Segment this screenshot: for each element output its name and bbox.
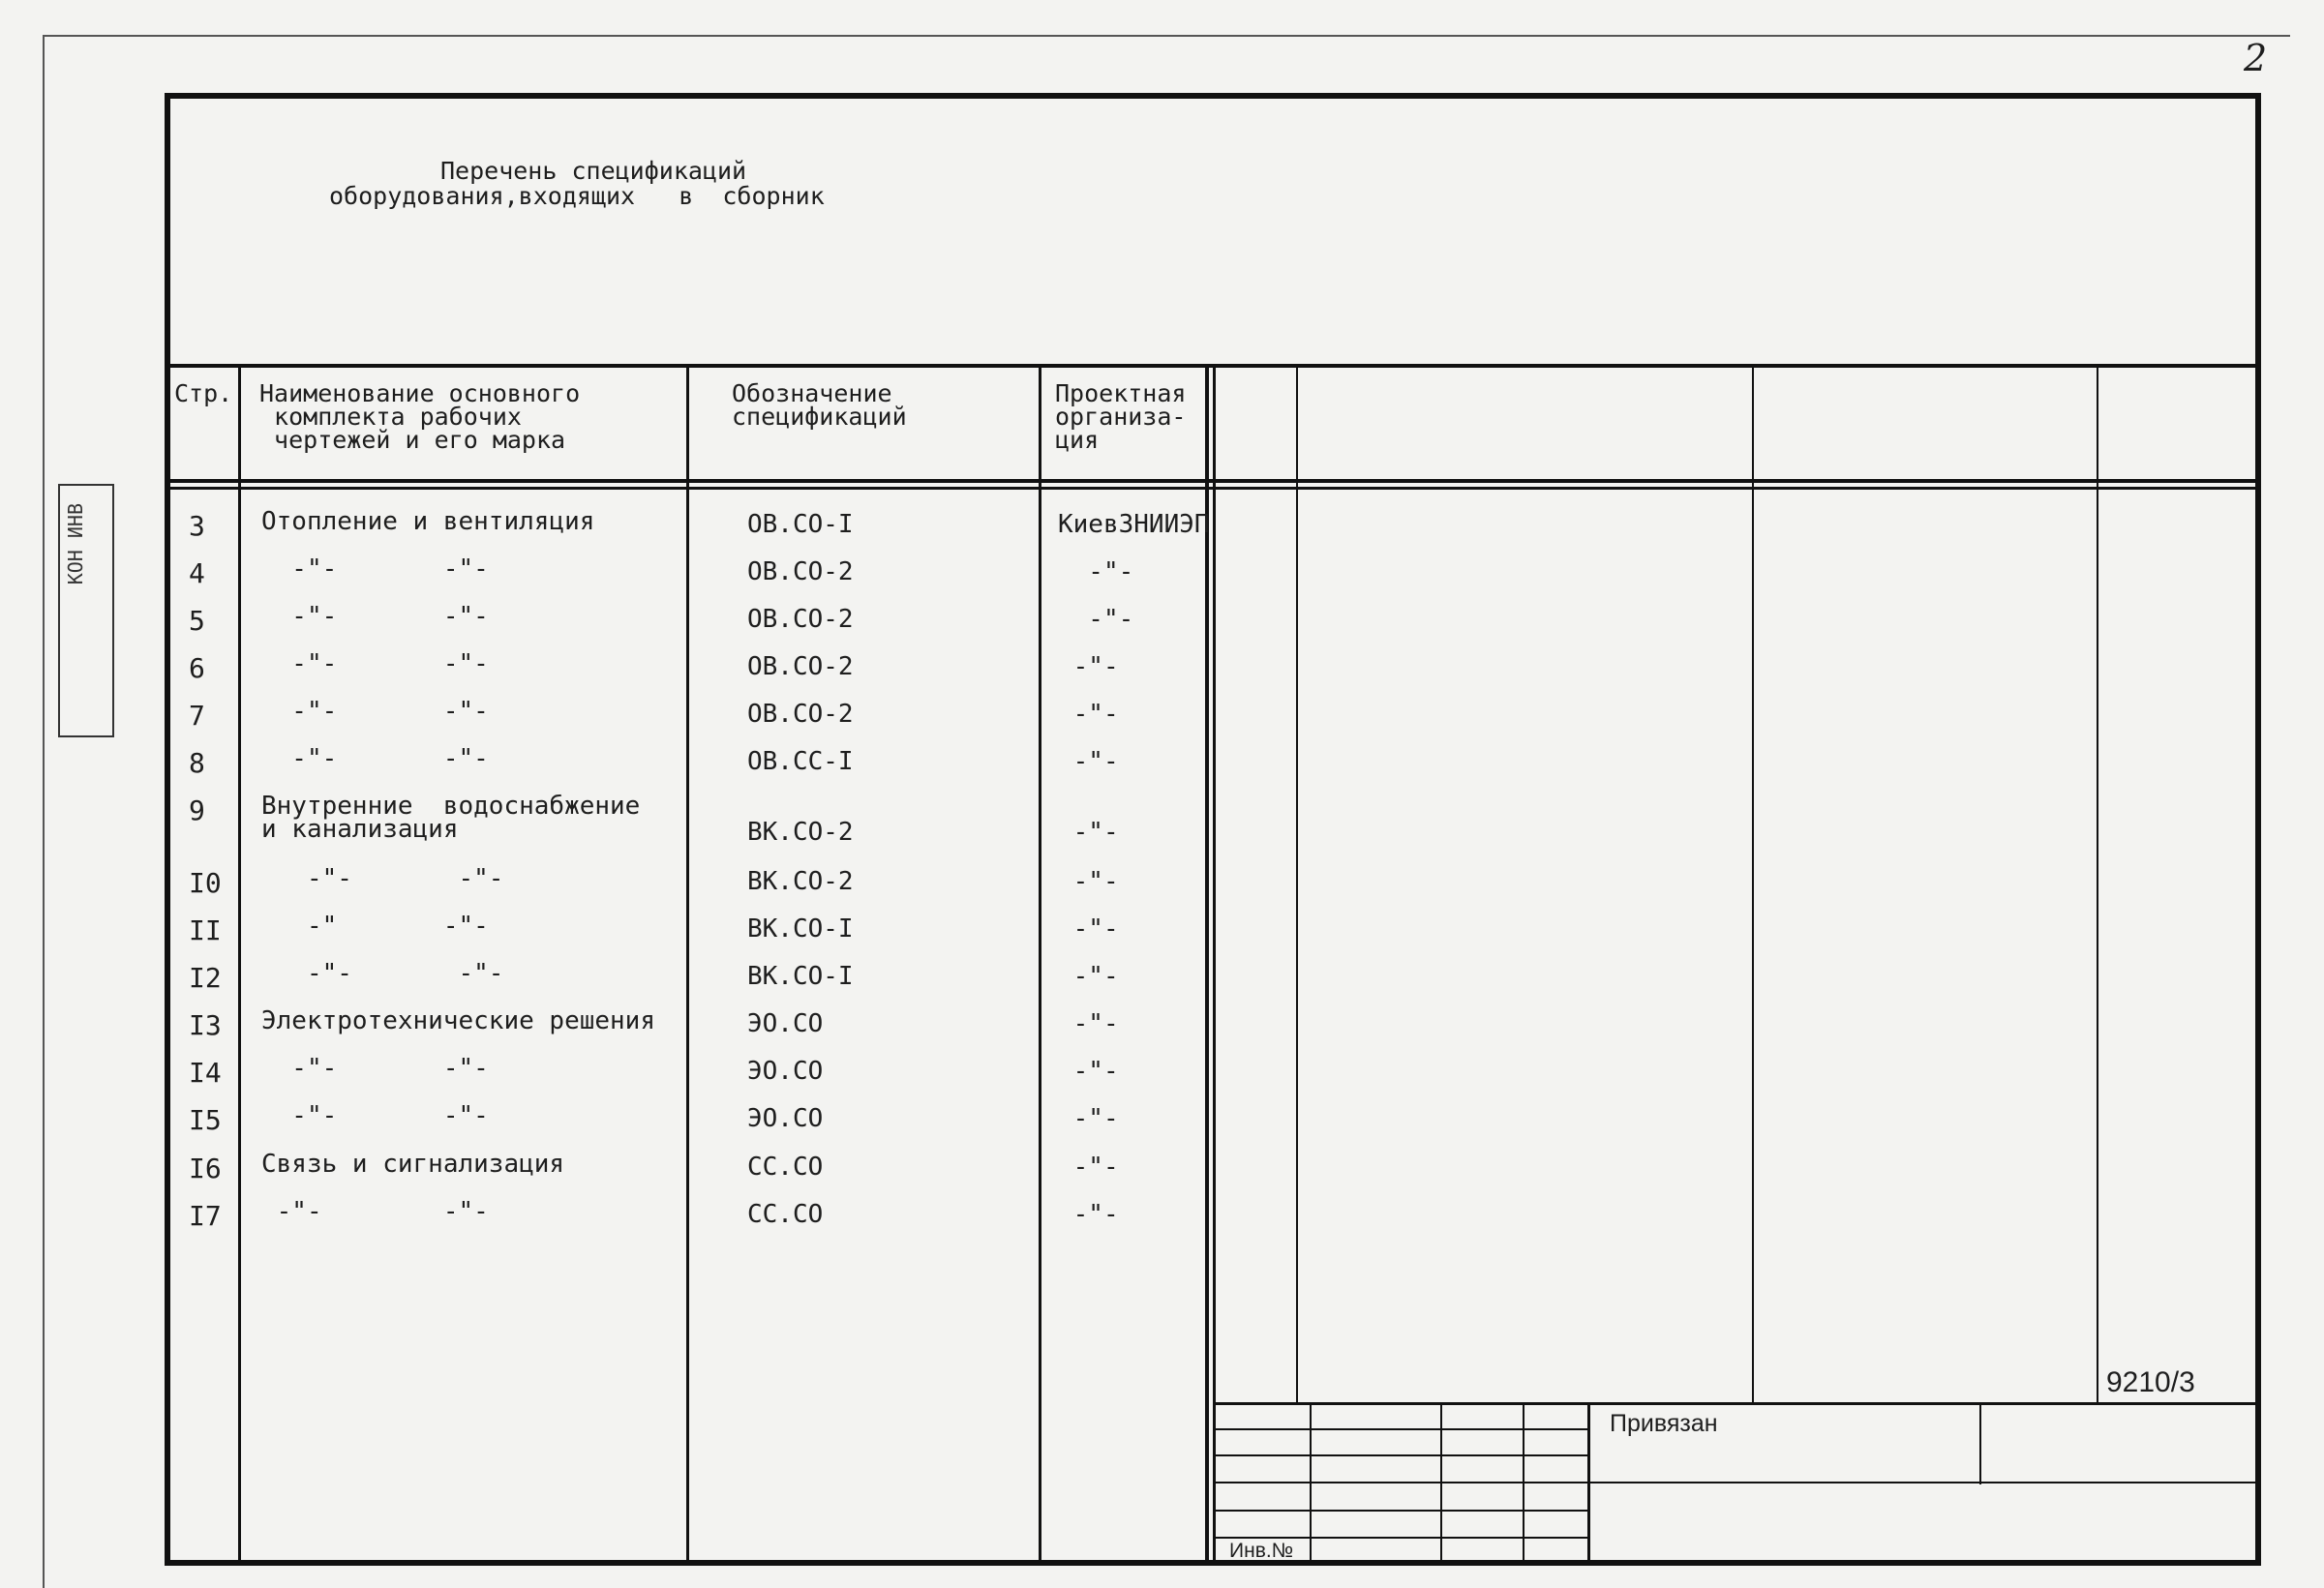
row-page: I5	[189, 1104, 222, 1136]
side-stamp-text: КОН ИНВ	[64, 503, 87, 585]
tb-h4	[1213, 1510, 1588, 1512]
row-page: 9	[189, 794, 205, 826]
row-name: Отопление и вентиляция	[261, 507, 595, 536]
col-divider-name	[686, 366, 689, 1566]
row-name: -"- -"-	[261, 744, 489, 773]
tb-h1	[1213, 1428, 1588, 1430]
row-code: СС.СО	[747, 1153, 824, 1182]
row-code: ОВ.СО-2	[747, 700, 854, 729]
col-divider-extra-3	[2097, 366, 2098, 1403]
row-org: -"-	[1058, 914, 1119, 944]
col-divider-org-2	[1213, 366, 1216, 1566]
row-code: ОВ.СО-2	[747, 652, 854, 681]
row-org: -"-	[1058, 747, 1119, 776]
doc-number: 9210/3	[2106, 1366, 2195, 1398]
row-page: 5	[189, 605, 205, 637]
row-name: Связь и сигнализация	[261, 1150, 565, 1179]
row-code: ОВ.СО-2	[747, 605, 854, 634]
row-name: -"- -"-	[261, 1197, 489, 1226]
row-name: Электротехнические решения	[261, 1006, 655, 1035]
row-name: -"- -"-	[261, 959, 504, 988]
row-page: 7	[189, 700, 205, 732]
title-block-top	[1213, 1402, 2261, 1405]
row-name: -"- -"-	[261, 1054, 489, 1083]
col-divider-extra-2	[1752, 366, 1754, 1403]
header-page: Стр.	[174, 379, 233, 407]
row-code: ОВ.СС-I	[747, 747, 854, 776]
row-page: 6	[189, 652, 205, 684]
row-page: I0	[189, 867, 222, 899]
row-page: I6	[189, 1153, 222, 1184]
tb-h5	[1213, 1537, 1588, 1539]
row-org: -"-	[1058, 962, 1119, 991]
title-line-2: оборудования,входящих в сборник	[329, 182, 825, 210]
tb-h3	[1213, 1482, 2261, 1483]
row-name: -"- -"-	[261, 864, 504, 893]
row-page: II	[189, 914, 222, 946]
row-code: ВК.СО-2	[747, 867, 854, 896]
row-code: СС.СО	[747, 1200, 824, 1229]
row-page: I2	[189, 962, 222, 994]
row-name: -"- -"-	[261, 649, 489, 678]
col-divider-code	[1039, 366, 1041, 1566]
row-page: I3	[189, 1009, 222, 1041]
page-number: 2	[2244, 37, 2268, 79]
col-divider-extra-1	[1296, 366, 1298, 1403]
row-name: -"- -"-	[261, 697, 489, 726]
header-name: Наименование основного комплекта рабочих чертежей и его марка	[259, 379, 581, 454]
row-org: -"-	[1058, 1009, 1119, 1038]
row-code: ВК.СО-2	[747, 818, 854, 847]
row-code: ЭО.СО	[747, 1104, 824, 1133]
row-org: -"-	[1058, 1104, 1119, 1133]
bound-label: Привязан	[1610, 1410, 1718, 1437]
row-page: 8	[189, 747, 205, 779]
row-code: ОВ.СО-2	[747, 557, 854, 586]
row-page: 3	[189, 510, 205, 542]
row-org: -"-	[1058, 867, 1119, 896]
row-org: КиевЗНИИЭП	[1058, 510, 1210, 539]
row-org: -"-	[1058, 700, 1119, 729]
row-page: I7	[189, 1200, 222, 1232]
row-org: -"-	[1058, 818, 1119, 847]
row-org: -"-	[1058, 652, 1119, 681]
tb-v5	[1979, 1403, 1981, 1484]
header-code: Обозначение спецификаций	[732, 379, 907, 431]
row-code: ОВ.СО-I	[747, 510, 854, 539]
row-code: ВК.СО-I	[747, 962, 854, 991]
row-name: -"- -"-	[261, 1101, 489, 1130]
col-divider-page	[238, 366, 241, 1566]
row-code: ВК.СО-I	[747, 914, 854, 944]
row-code: ЭО.СО	[747, 1057, 824, 1086]
row-name: -" -"-	[261, 912, 489, 941]
row-name: -"- -"-	[261, 554, 489, 584]
row-org: -"-	[1058, 1200, 1119, 1229]
tb-h2	[1213, 1454, 1588, 1456]
row-org: -"-	[1058, 605, 1134, 634]
row-name: -"- -"-	[261, 602, 489, 631]
title-line-1: Перечень спецификаций	[440, 157, 747, 185]
header-org: Проектная организа- ция	[1055, 379, 1187, 454]
row-page: I4	[189, 1057, 222, 1089]
row-name: Внутренние водоснабжение и канализация	[261, 792, 641, 844]
row-page: 4	[189, 557, 205, 589]
inventory-label: Инв.№	[1229, 1540, 1294, 1562]
col-divider-org-1	[1205, 366, 1209, 1566]
row-org: -"-	[1058, 1153, 1119, 1182]
row-code: ЭО.СО	[747, 1009, 824, 1038]
row-org: -"-	[1058, 1057, 1119, 1086]
row-org: -"-	[1058, 557, 1134, 586]
